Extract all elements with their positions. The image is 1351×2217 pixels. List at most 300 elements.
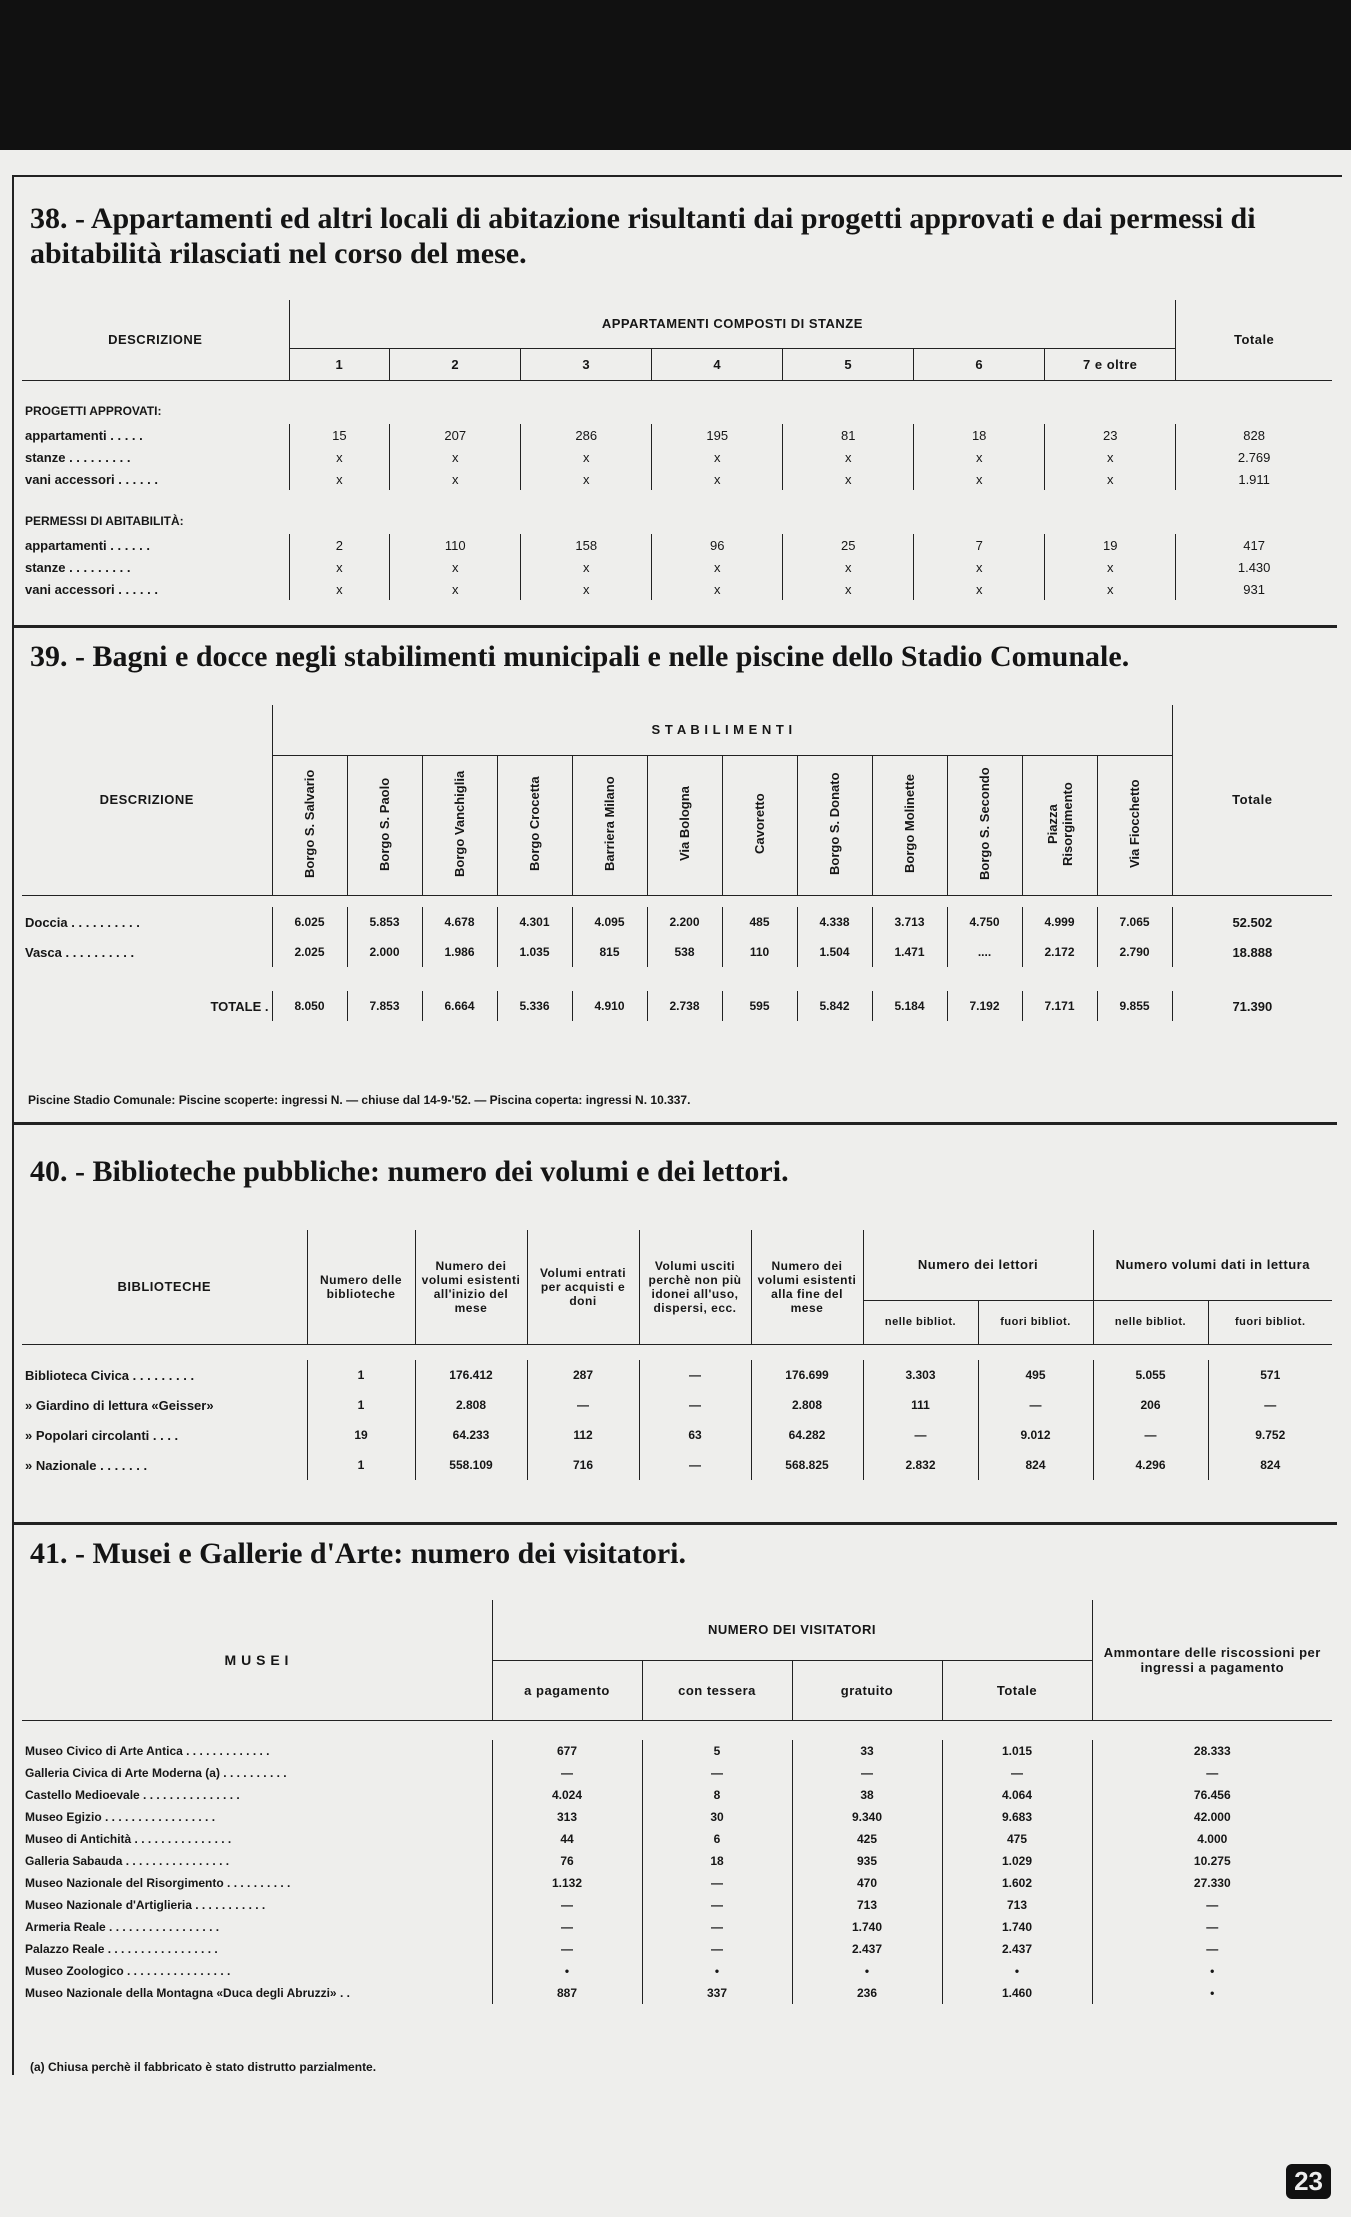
cell-value: x [652,446,783,468]
col-volumi-fuori: fuori bibliot. [1208,1300,1332,1344]
cell-value: 713 [942,1894,1092,1916]
cell-value: 595 [722,991,797,1021]
cell-value: 2.832 [863,1450,978,1480]
cell-value: — [642,1938,792,1960]
stabilimento-name: Borgo Crocetta [527,776,542,871]
separator-39 [14,1122,1337,1125]
total-row [22,991,1332,1021]
table-row [22,1390,1332,1420]
table-row [22,1916,1332,1938]
cell-value: x [652,578,783,600]
table-row [22,1784,1332,1806]
stabilimento-header-cell [497,755,572,895]
cell-value: 30 [642,1806,792,1828]
separator-40 [14,1522,1337,1525]
col-biblioteche: BIBLIOTECHE [117,1279,212,1295]
page-number: 23 [1286,2164,1331,2199]
col-volumi-entrati: Volumi entrati per acquisti e doni [527,1230,639,1344]
cell-value: 176.699 [751,1360,863,1390]
cell-value: 19 [307,1420,415,1450]
row-label: vani accessori . . . . . . [25,471,158,487]
cell-value: 313 [492,1806,642,1828]
cell-value: 1.602 [942,1872,1092,1894]
cell-value: 5.184 [872,991,947,1021]
stabilimento-name: Borgo S. Salvario [302,769,317,878]
row-label: stanze . . . . . . . . . [25,559,131,575]
cell-value: — [642,1762,792,1784]
cell-value: 18 [642,1850,792,1872]
room-count-header: 2 [390,348,521,380]
cell-value: 5.055 [1093,1360,1208,1390]
cell-value: — [639,1450,751,1480]
cell-value: 2.000 [347,937,422,967]
cell-value: 1.740 [942,1916,1092,1938]
stabilimento-header-cell [722,755,797,895]
col-pagamento: a pagamento [492,1660,642,1720]
cell-value: x [783,446,914,468]
cell-value: x [914,446,1045,468]
group-heading: PERMESSI DI ABITABILITÀ: [25,514,184,528]
group-heading-row [22,508,1332,534]
table-row [22,1960,1332,1982]
cell-value: 558.109 [415,1450,527,1480]
cell-value: 1.460 [942,1982,1092,2004]
cell-value: 7.853 [347,991,422,1021]
cell-value: x [1045,468,1176,490]
cell-value: 3.713 [872,907,947,937]
cell-value: x [1045,446,1176,468]
row-label: Galleria Civica di Arte Moderna (a) . . . . . . . . . . [25,1766,287,1780]
row-label: Museo Nazionale del Risorgimento . . . . . . . . . . [25,1876,291,1890]
cell-value: 176.412 [415,1360,527,1390]
cell-value: 207 [390,424,521,446]
cell-value: x [289,446,390,468]
cell-value: 4.024 [492,1784,642,1806]
spacer-row [22,380,1332,398]
cell-value: 9.855 [1097,991,1172,1021]
cell-value: 4.301 [497,907,572,937]
stabilimento-header-cell [647,755,722,895]
cell-value: — [492,1762,642,1784]
cell-value: 19 [1045,534,1176,556]
cell-value: — [527,1390,639,1420]
cell-value: • [642,1960,792,1982]
cell-value: x [783,468,914,490]
cell-value: 3.303 [863,1360,978,1390]
row-label: Museo Egizio . . . . . . . . . . . . . . . . . [25,1810,216,1824]
cell-value: 2.172 [1022,937,1097,967]
cell-value: x [652,468,783,490]
cell-value: 10.275 [1092,1850,1332,1872]
table-39 [22,705,1332,1021]
cell-value: 9.683 [942,1806,1092,1828]
cell-value: 287 [527,1360,639,1390]
table-row [22,1850,1332,1872]
cell-value: • [792,1960,942,1982]
cell-value: 7.065 [1097,907,1172,937]
cell-value: — [1208,1390,1332,1420]
cell-value: 1 [307,1390,415,1420]
col-totale-39: Totale [1172,705,1332,895]
row-label: Museo Nazionale della Montagna «Duca degli Abruzzi» . . [25,1986,350,2000]
col-lettori-nelle: nelle bibliot. [863,1300,978,1344]
row-label: » Giardino di lettura «Geisser» [25,1397,214,1413]
table-41 [22,1600,1332,2004]
cell-value: 33 [792,1740,942,1762]
stabilimento-name: Via Fiocchetto [1127,779,1143,868]
table-row [22,1982,1332,2004]
row-label: TOTALE . [210,998,269,1014]
cell-value: 112 [527,1420,639,1450]
cell-value: x [521,578,652,600]
cell-value: 1.740 [792,1916,942,1938]
cell-value: x [521,468,652,490]
cell-value: x [390,446,521,468]
col-tessera: con tessera [642,1660,792,1720]
page-top-rule [12,175,1342,177]
cell-value: x [783,556,914,578]
table-row [22,446,1332,468]
cell-value: 4.000 [1092,1828,1332,1850]
col-volumi-usciti: Volumi usciti perchè non più idonei all'uso, dispersi, ecc. [639,1230,751,1344]
col-lettori-group: Numero dei lettori [863,1230,1093,1300]
cell-value: 1.029 [942,1850,1092,1872]
table-row [22,578,1332,600]
cell-value: x [914,468,1045,490]
cell-value: 4.296 [1093,1450,1208,1480]
cell-value: 495 [978,1360,1093,1390]
cell-value: — [639,1360,751,1390]
cell-value: 9.752 [1208,1420,1332,1450]
cell-value: — [492,1916,642,1938]
cell-value: 76.456 [1092,1784,1332,1806]
cell-value: 716 [527,1450,639,1480]
cell-value: 110 [390,534,521,556]
room-count-header: 4 [652,348,783,380]
cell-value: 9.340 [792,1806,942,1828]
cell-total: 2.769 [1176,446,1332,468]
cell-value: 425 [792,1828,942,1850]
cell-total: 417 [1176,534,1332,556]
row-label: Castello Medioevale . . . . . . . . . . . . . . . [25,1788,240,1802]
cell-value: x [1045,578,1176,600]
group-heading: PROGETTI APPROVATI: [25,404,162,418]
cell-value: 1.035 [497,937,572,967]
row-label: Museo Civico di Arte Antica . . . . . . . . . . . . . [25,1744,270,1758]
cell-value: 110 [722,937,797,967]
room-count-header: 7 e oltre [1045,348,1176,380]
spacer-row [22,1720,1332,1740]
col-numero-biblioteche: Numero delle biblioteche [307,1230,415,1344]
cell-value: x [1045,556,1176,578]
cell-value: x [914,556,1045,578]
cell-value: 824 [978,1450,1093,1480]
cell-value: 2.738 [647,991,722,1021]
cell-value: 96 [652,534,783,556]
col-appartamenti-group: APPARTAMENTI COMPOSTI DI STANZE [289,300,1176,348]
cell-value: 337 [642,1982,792,2004]
cell-value: • [492,1960,642,1982]
cell-value: 64.233 [415,1420,527,1450]
col-totale-41: Totale [942,1660,1092,1720]
table-row [22,1872,1332,1894]
stabilimento-name: Borgo Vanchiglia [452,770,467,877]
table-row [22,1806,1332,1828]
cell-value: x [652,556,783,578]
cell-value: — [1092,1894,1332,1916]
cell-value: 571 [1208,1360,1332,1390]
col-totale: Totale [1176,300,1332,380]
cell-value: 206 [1093,1390,1208,1420]
cell-value: 7.171 [1022,991,1097,1021]
stabilimento-header-cell [572,755,647,895]
cell-value: 76 [492,1850,642,1872]
stabilimento-header-cell [272,755,347,895]
cell-value: 2.808 [751,1390,863,1420]
cell-total: 931 [1176,578,1332,600]
cell-value: x [521,556,652,578]
col-descrizione-39: DESCRIZIONE [99,792,194,808]
cell-total: 52.502 [1172,907,1332,937]
cell-value: 23 [1045,424,1176,446]
spacer-row [22,490,1332,508]
cell-value: x [914,578,1045,600]
table-row [22,1762,1332,1784]
stabilimento-name: Cavoretto [752,793,767,854]
cell-value: — [978,1390,1093,1420]
cell-value: — [1092,1762,1332,1784]
stabilimento-name: Borgo Molinette [902,774,917,873]
room-count-header: 6 [914,348,1045,380]
row-label: » Nazionale . . . . . . . [25,1457,148,1473]
col-visitatori-group: NUMERO DEI VISITATORI [492,1600,1092,1660]
col-descrizione: DESCRIZIONE [108,332,203,348]
row-label: Biblioteca Civica . . . . . . . . . [25,1367,195,1383]
spacer-row [22,1344,1332,1360]
cell-value: x [521,446,652,468]
page-left-rule [12,175,14,2075]
stabilimento-header-cell [872,755,947,895]
cell-value: 2.025 [272,937,347,967]
row-label: vani accessori . . . . . . [25,581,158,597]
table-row [22,1828,1332,1850]
cell-value: 195 [652,424,783,446]
cell-value: 5.853 [347,907,422,937]
cell-value: x [390,468,521,490]
cell-value: — [1093,1420,1208,1450]
stabilimento-name: Borgo S. Paolo [377,776,392,871]
cell-value: 158 [521,534,652,556]
cell-value: 2.808 [415,1390,527,1420]
stabilimento-name: Barriera Milano [602,776,617,871]
cell-value: — [642,1894,792,1916]
cell-value: • [942,1960,1092,1982]
cell-value: 286 [521,424,652,446]
cell-value: 111 [863,1390,978,1420]
cell-value: — [639,1390,751,1420]
cell-value: 470 [792,1872,942,1894]
col-gratuito: gratuito [792,1660,942,1720]
row-label: Vasca . . . . . . . . . . [25,944,135,960]
cell-total: 1.911 [1176,468,1332,490]
row-label: appartamenti . . . . . [25,427,143,443]
cell-value: 5 [642,1740,792,1762]
cell-value: 1.504 [797,937,872,967]
cell-value: 9.012 [978,1420,1093,1450]
cell-value: 7.192 [947,991,1022,1021]
cell-value: x [289,578,390,600]
cell-value: — [942,1762,1092,1784]
cell-value: 1.132 [492,1872,642,1894]
cell-value: 6.664 [422,991,497,1021]
cell-value: 81 [783,424,914,446]
cell-value: — [492,1894,642,1916]
cell-value: 27.330 [1092,1872,1332,1894]
cell-value: 1.986 [422,937,497,967]
table-row [22,1420,1332,1450]
cell-value: 4.095 [572,907,647,937]
cell-total: 71.390 [1172,991,1332,1021]
cell-total: 828 [1176,424,1332,446]
footnote-41: (a) Chiusa perchè il fabbricato è stato distrutto parzialmente. [30,2060,377,2074]
cell-value: 8 [642,1784,792,1806]
cell-value: 935 [792,1850,942,1872]
cell-value: 1.015 [942,1740,1092,1762]
stabilimento-header-cell [347,755,422,895]
table-row [22,1938,1332,1960]
cell-value: 28.333 [1092,1740,1332,1762]
row-label: Palazzo Reale . . . . . . . . . . . . . . . . . [25,1942,218,1956]
cell-total: 18.888 [1172,937,1332,967]
cell-value: — [863,1420,978,1450]
cell-value: — [492,1938,642,1960]
spacer-row [22,895,1332,907]
group-heading-row [22,398,1332,424]
stabilimento-header-cell [1097,755,1172,895]
table-40 [22,1230,1332,1480]
table-row [22,468,1332,490]
cell-value: — [1092,1916,1332,1938]
stabilimento-header-cell [947,755,1022,895]
cell-value: 4.750 [947,907,1022,937]
row-label: stanze . . . . . . . . . [25,449,131,465]
cell-value: x [390,556,521,578]
cell-value: .... [947,937,1022,967]
row-label: Galleria Sabauda . . . . . . . . . . . . . . . . [25,1854,230,1868]
cell-value: 2.200 [647,907,722,937]
cell-value: 475 [942,1828,1092,1850]
cell-value: 6.025 [272,907,347,937]
note-39: Piscine Stadio Comunale: Piscine scoperte: ingressi N. — chiuse dal 14-9-'52. — Piscina coperta: ingressi N. 10.337. [28,1093,691,1107]
cell-value: 1.471 [872,937,947,967]
separator-38 [14,625,1337,628]
cell-value: — [1092,1938,1332,1960]
col-stabilimenti-group: S T A B I L I M E N T I [272,705,1172,755]
room-count-header: 1 [289,348,390,380]
table-row [22,1360,1332,1390]
cell-value: 38 [792,1784,942,1806]
col-lettori-fuori: fuori bibliot. [978,1300,1093,1344]
cell-value: 2 [289,534,390,556]
cell-value: 677 [492,1740,642,1762]
table-row [22,556,1332,578]
cell-value: 4.999 [1022,907,1097,937]
row-label: Museo di Antichità . . . . . . . . . . . . . . . [25,1832,232,1846]
table-row [22,1740,1332,1762]
row-label: Doccia . . . . . . . . . . [25,914,140,930]
cell-value: 815 [572,937,647,967]
cell-value: x [289,556,390,578]
cell-value: 4.910 [572,991,647,1021]
table-row [22,534,1332,556]
cell-value: 2.790 [1097,937,1172,967]
cell-value: 5.336 [497,991,572,1021]
cell-value: 64.282 [751,1420,863,1450]
cell-value: 8.050 [272,991,347,1021]
cell-value: — [642,1872,792,1894]
cell-value: 568.825 [751,1450,863,1480]
cell-value: 44 [492,1828,642,1850]
cell-value: 6 [642,1828,792,1850]
cell-value: 5.842 [797,991,872,1021]
cell-value: 824 [1208,1450,1332,1480]
cell-value: • [1092,1982,1332,2004]
cell-value: 485 [722,907,797,937]
row-label: » Popolari circolanti . . . . [25,1427,179,1443]
cell-value: x [390,578,521,600]
stabilimento-name: Borgo S. Secondo [977,767,992,880]
table-row [22,424,1332,446]
row-label: Armeria Reale . . . . . . . . . . . . . . . . . [25,1920,220,1934]
section-38-title: 38. - Appartamenti ed altri locali di abitazione risultanti dai progetti approvati e dai permessi di abitabilità rilasciati nel corso del mese. [30,202,1256,270]
cell-value: 538 [647,937,722,967]
cell-value: 2.437 [942,1938,1092,1960]
stabilimento-header-cell [1022,755,1097,895]
cell-value: 63 [639,1420,751,1450]
section-39-title: 39. - Bagni e docce negli stabilimenti municipali e nelle piscine dello Stadio Comunale. [30,640,1130,673]
col-volumi-fine: Numero dei volumi esistenti alla fine del mese [751,1230,863,1344]
table-38 [22,300,1332,600]
room-count-header: 5 [783,348,914,380]
col-volumi-nelle: nelle bibliot. [1093,1300,1208,1344]
cell-value: 887 [492,1982,642,2004]
section-40-title: 40. - Biblioteche pubbliche: numero dei volumi e dei lettori. [30,1155,789,1188]
table-row [22,1894,1332,1916]
table-row [22,1450,1332,1480]
room-count-header: 3 [521,348,652,380]
stabilimento-name: Borgo S. Donato [827,772,842,875]
stabilimento-header-cell [797,755,872,895]
section-41-title: 41. - Musei e Gallerie d'Arte: numero dei visitatori. [30,1537,686,1570]
cell-value: 4.678 [422,907,497,937]
cell-value: 236 [792,1982,942,2004]
row-label: Museo Zoologico . . . . . . . . . . . . . . . . [25,1964,231,1978]
stabilimento-header-cell [422,755,497,895]
cell-value: 1 [307,1360,415,1390]
col-musei: M U S E I [224,1651,289,1668]
cell-value: 1 [307,1450,415,1480]
col-volumi-inizio: Numero dei volumi esistenti all'inizio del mese [415,1230,527,1344]
cell-value: • [1092,1960,1332,1982]
table-row [22,907,1332,937]
col-volumi-lettura-group: Numero volumi dati in lettura [1093,1230,1332,1300]
cell-value: — [642,1916,792,1938]
cell-value: 7 [914,534,1045,556]
stabilimento-name: Piazza Risorgimento [1044,781,1075,866]
table-row [22,937,1332,967]
cell-value: 42.000 [1092,1806,1332,1828]
col-ammontare: Ammontare delle riscossioni per ingressi a pagamento [1092,1600,1332,1720]
